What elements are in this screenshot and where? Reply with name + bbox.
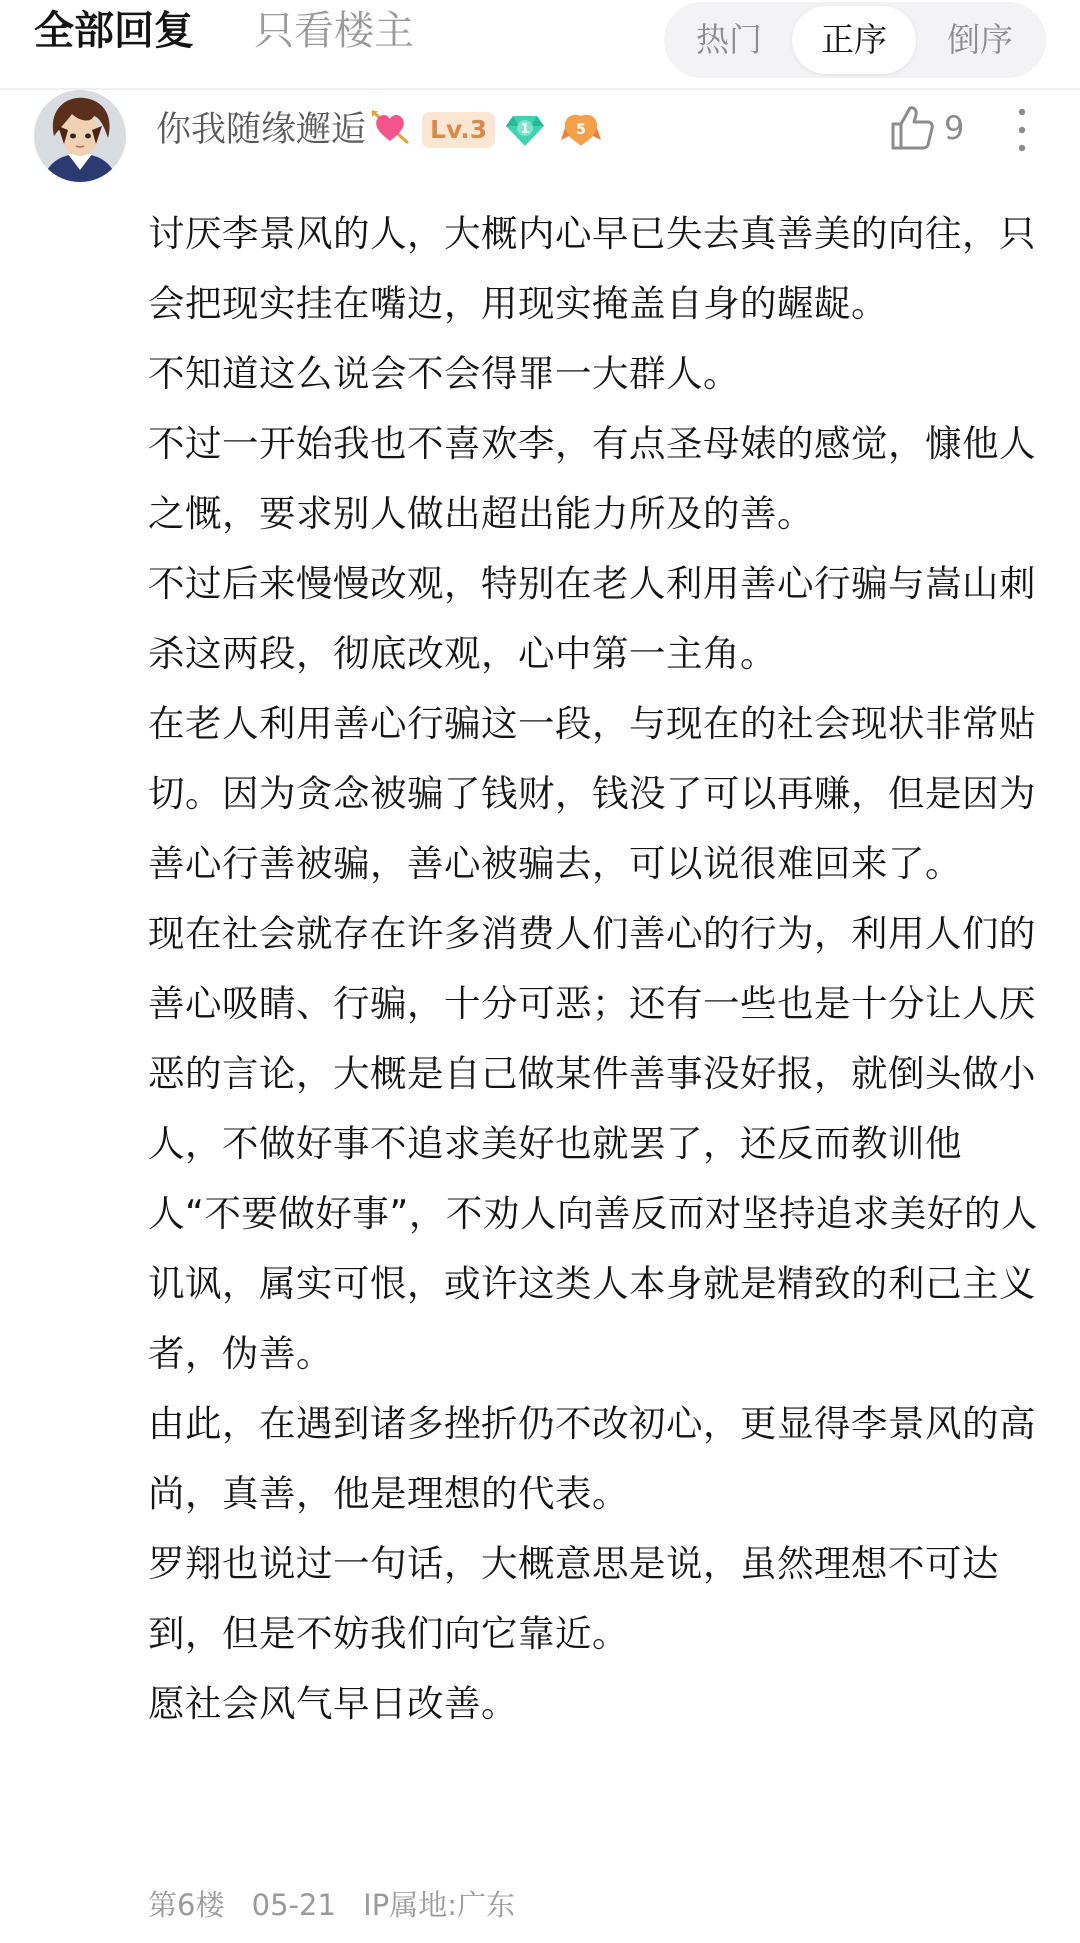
post-paragraph: 在老人利用善心行骗这一段，与现在的社会现状非常贴切。因为贪念被骗了钱财，钱没了可以再赚，但是因为善心行善被骗，善心被骗去，可以说很难回来了。 xyxy=(148,702,1036,885)
gem-badge-number: 1 xyxy=(520,122,530,137)
fan-badge-number: 5 xyxy=(576,122,586,138)
username[interactable]: 你我随缘邂逅 xyxy=(156,110,367,150)
tab-all-replies[interactable]: 全部回复 xyxy=(34,8,194,54)
post-paragraph: 愿社会风气早日改善。 xyxy=(148,1682,518,1725)
post-paragraph: 由此，在遇到诸多挫折仍不改初心，更显得李景风的高尚，真善，他是理想的代表。 xyxy=(148,1402,1036,1515)
post-paragraph: 不知道这么说会不会得罪一大群人。 xyxy=(148,352,740,395)
reply-header xyxy=(0,0,1080,90)
tab-op-only[interactable]: 只看楼主 xyxy=(254,8,414,54)
more-vertical-icon[interactable] xyxy=(1014,106,1030,154)
post-date: 05-21 xyxy=(251,1888,336,1922)
post-paragraph: 讨厌李景风的人，大概内心早已失去真善美的向往，只会把现实挂在嘴边，用现实掩盖自身的龌龊。 xyxy=(148,212,1036,325)
sort-hot-button[interactable]: 热门 xyxy=(696,20,762,59)
heart-arrow-icon xyxy=(368,103,412,147)
floor-number: 第6楼 xyxy=(148,1888,225,1922)
post-paragraph: 不过一开始我也不喜欢李，有点圣母婊的感觉，慷他人之慨，要求别人做出超出能力所及的善。 xyxy=(148,422,1036,535)
sort-ascending-button[interactable]: 正序 xyxy=(792,6,916,74)
post-meta xyxy=(148,1883,533,1927)
user-info-row xyxy=(156,104,603,156)
post-paragraph: 现在社会就存在许多消费人们善心的行为，利用人们的善心吸睛、行骗，十分可恶；还有一些也是十分让人厌恶的言论，大概是自己做某件善事没好报，就倒头做小人，不做好事不追求美好也就罢了，还反而教训他人“不要做好事”，不劝人向善反而对坚持追求美好的人讥讽，属实可恨，或许这类人本身就是精致的利己主义者，伪善。 xyxy=(148,912,1038,1375)
sort-descending-button[interactable]: 倒序 xyxy=(947,20,1013,59)
level-badge[interactable]: Lv.3 xyxy=(422,112,495,148)
post-paragraph: 不过后来慢慢改观，特别在老人利用善心行骗与嵩山刺杀这两段，彻底改观，心中第一主角。 xyxy=(148,562,1036,675)
sort-toggle-group xyxy=(664,2,1046,78)
fan-badge-icon[interactable] xyxy=(559,110,603,150)
post-content xyxy=(148,199,1038,1739)
like-count: 9 xyxy=(944,109,965,147)
gem-icon[interactable] xyxy=(505,112,545,148)
post-paragraph: 罗翔也说过一句话，大概意思是说，虽然理想不可达到，但是不妨我们向它靠近。 xyxy=(148,1542,999,1655)
thumbs-up-icon[interactable] xyxy=(890,104,934,152)
ip-location: IP属地:广东 xyxy=(363,1888,515,1922)
avatar-image xyxy=(34,90,126,182)
avatar[interactable] xyxy=(34,90,126,182)
